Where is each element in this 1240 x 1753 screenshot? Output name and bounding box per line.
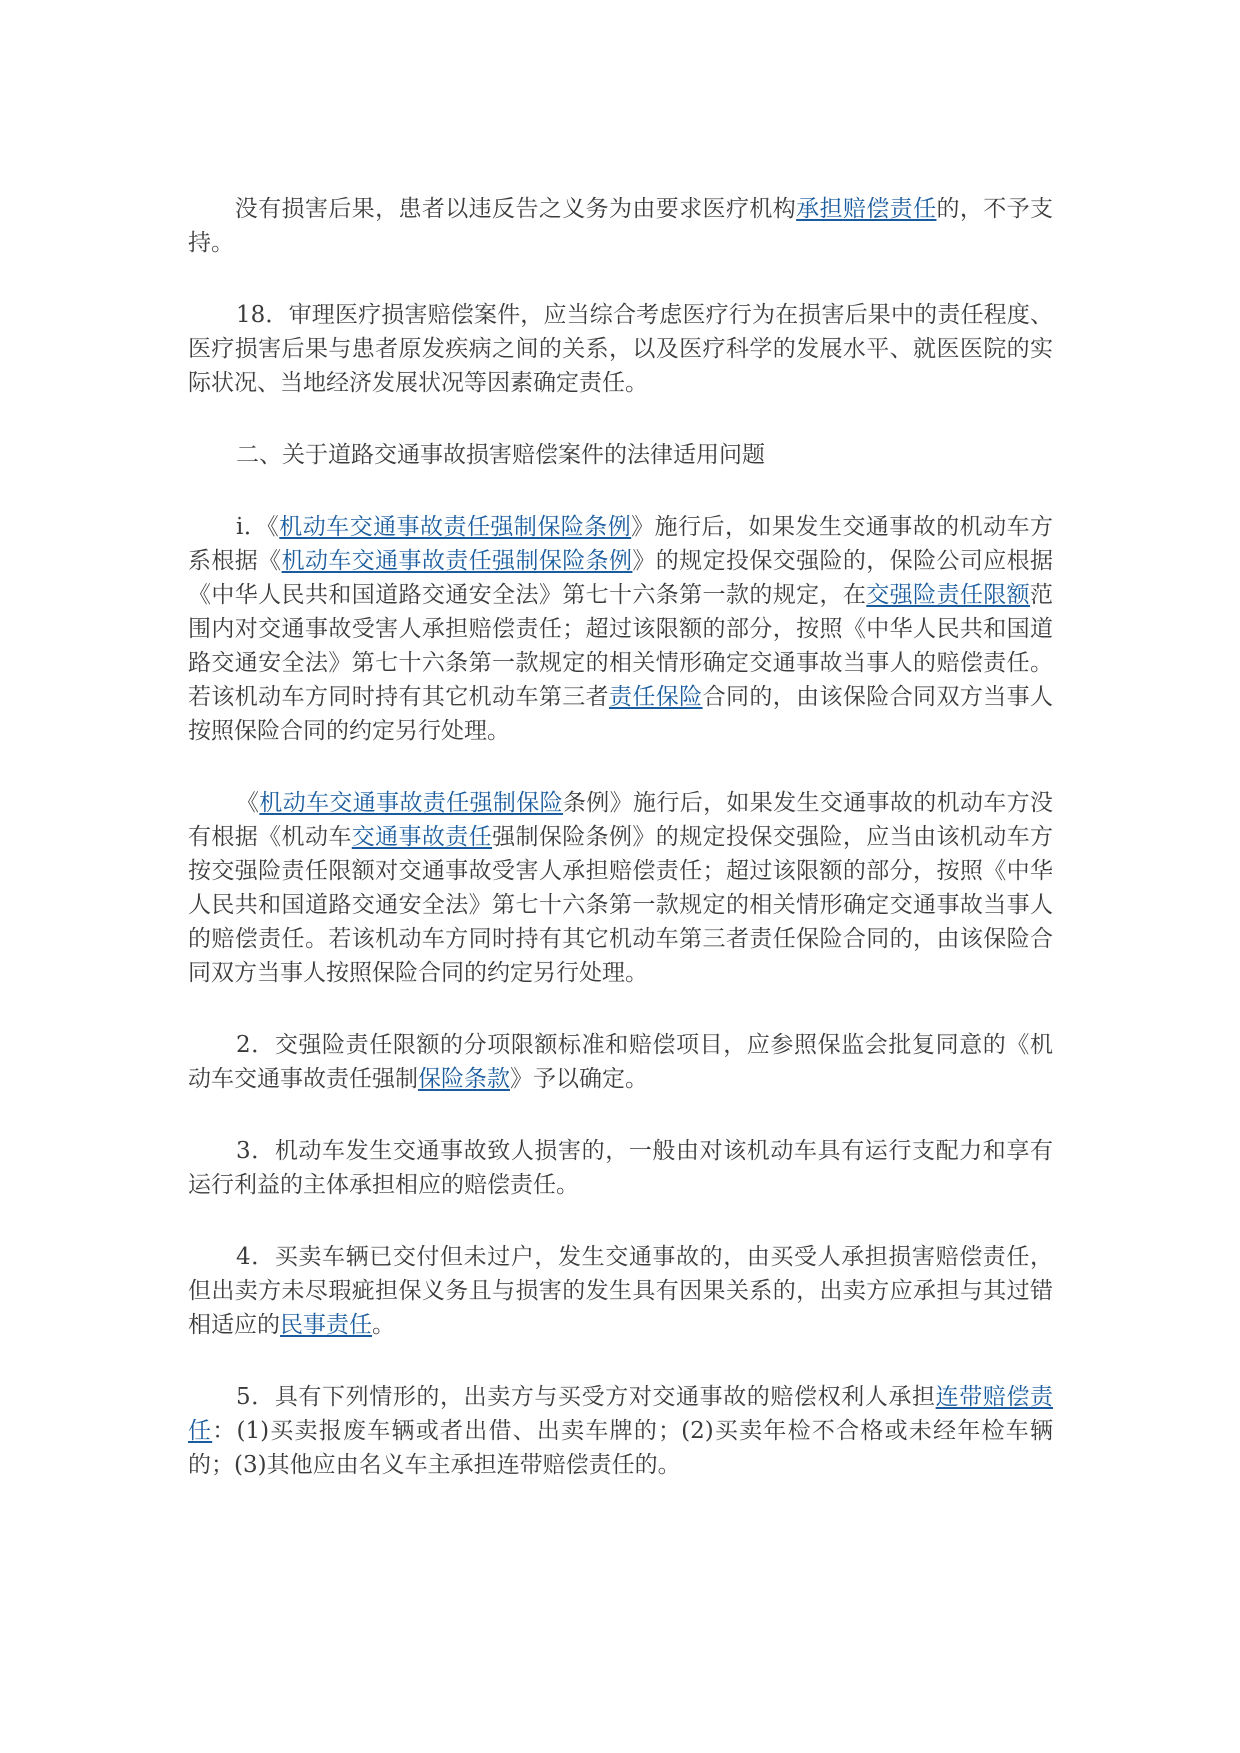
paragraph-text: ：(1)买卖报废车辆或者出借、出卖车牌的；(2)买卖年检不合格或未经年检车辆的；(3)其他应由名义车主承担连带赔偿责任的。 xyxy=(188,1418,1054,1478)
inline-link[interactable]: 机动车交通事故责任强制保险条例 xyxy=(281,548,633,574)
paragraph-text: 2．交强险责任限额的分项限额标准和赔偿项目，应参照保监会批复同意的《机动车交通事故责任强制 xyxy=(188,1032,1053,1092)
document-page xyxy=(188,192,1053,1520)
inline-link[interactable]: 连带赔偿责任 xyxy=(188,1384,1054,1444)
document-paragraph xyxy=(188,1240,1053,1342)
document-paragraph xyxy=(188,1380,1053,1482)
inline-link[interactable]: 交通事故责任 xyxy=(351,824,493,850)
document-paragraph xyxy=(188,438,1053,472)
paragraph-text: 范围内对交通事故受害人承担赔偿责任；超过该限额的部分，按照《中华人民共和国道路交通安全法》第七十六条第一款规定的相关情形确定交通事故当事人的赔偿责任。若该机动车方同时持有其它机动车第三者 xyxy=(188,582,1054,710)
paragraph-text: 》予以确定。 xyxy=(510,1066,648,1092)
paragraph-text: 的，不予支持。 xyxy=(188,196,1054,256)
document-paragraph xyxy=(188,298,1053,400)
inline-link[interactable]: 责任保险 xyxy=(609,684,703,710)
paragraph-text: 没有损害后果，患者以违反告之义务为由要求医疗机构 xyxy=(188,196,797,222)
document-paragraph xyxy=(188,1134,1053,1202)
paragraph-text: 强制保险条例》的规定投保交强险，应当由该机动车方按交强险责任限额对交通事故受害人承担赔偿责任；超过该限额的部分，按照《中华人民共和国道路交通安全法》第七十六条第一款规定的相关情形确定交通事故当事人的赔偿责任。若该机动车方同时持有其它机动车第三者责任保险合同的，由该保险合同双方当事人按照保险合同的约定另行处理。 xyxy=(188,824,1054,986)
paragraph-text: 3．机动车发生交通事故致人损害的，一般由对该机动车具有运行支配力和享有运行利益的主体承担相应的赔偿责任。 xyxy=(188,1138,1053,1198)
document-paragraph xyxy=(188,786,1053,990)
document-paragraph xyxy=(188,510,1053,748)
paragraph-text: 二、关于道路交通事故损害赔偿案件的法律适用问题 xyxy=(236,442,765,468)
paragraph-text: 》的规定投保交强险的，保险公司应根据《中华人民共和国道路交通安全法》第七十六条第一款的规定，在 xyxy=(188,548,1054,608)
document-paragraph xyxy=(188,192,1053,260)
paragraph-text: 条例》施行后，如果发生交通事故的机动车方没有根据《机动车 xyxy=(188,790,1054,850)
paragraph-text: 4．买卖车辆已交付但未过户，发生交通事故的，由买受人承担损害赔偿责任，但出卖方未尽瑕疵担保义务且与损害的发生具有因果关系的，出卖方应承担与其过错相适应的 xyxy=(188,1244,1053,1338)
paragraph-text: 》施行后，如果发生交通事故的机动车方系根据《 xyxy=(188,514,1054,574)
paragraph-text: i．《 xyxy=(236,514,280,540)
inline-link[interactable]: 民事责任 xyxy=(280,1312,372,1338)
document-paragraph xyxy=(188,1028,1053,1096)
inline-link[interactable]: 承担赔偿责任 xyxy=(796,196,937,222)
paragraph-text: 5．具有下列情形的，出卖方与买受方对交通事故的赔偿权利人承担 xyxy=(236,1384,936,1410)
inline-link[interactable]: 机动车交通事故责任强制保险条例 xyxy=(279,514,632,540)
inline-link[interactable]: 保险条款 xyxy=(418,1066,510,1092)
inline-link[interactable]: 机动车交通事故责任强制保险 xyxy=(259,790,563,816)
paragraph-text: 18．审理医疗损害赔偿案件，应当综合考虑医疗行为在损害后果中的责任程度、医疗损害后果与患者原发疾病之间的关系，以及医疗科学的发展水平、就医医院的实际状况、当地经济发展状况等因素确定责任。 xyxy=(188,302,1053,396)
paragraph-text: 《 xyxy=(236,790,260,816)
inline-link[interactable]: 交强险责任限额 xyxy=(866,582,1031,608)
paragraph-text: 。 xyxy=(372,1312,395,1338)
paragraph-text: 合同的，由该保险合同双方当事人按照保险合同的约定另行处理。 xyxy=(188,684,1054,744)
